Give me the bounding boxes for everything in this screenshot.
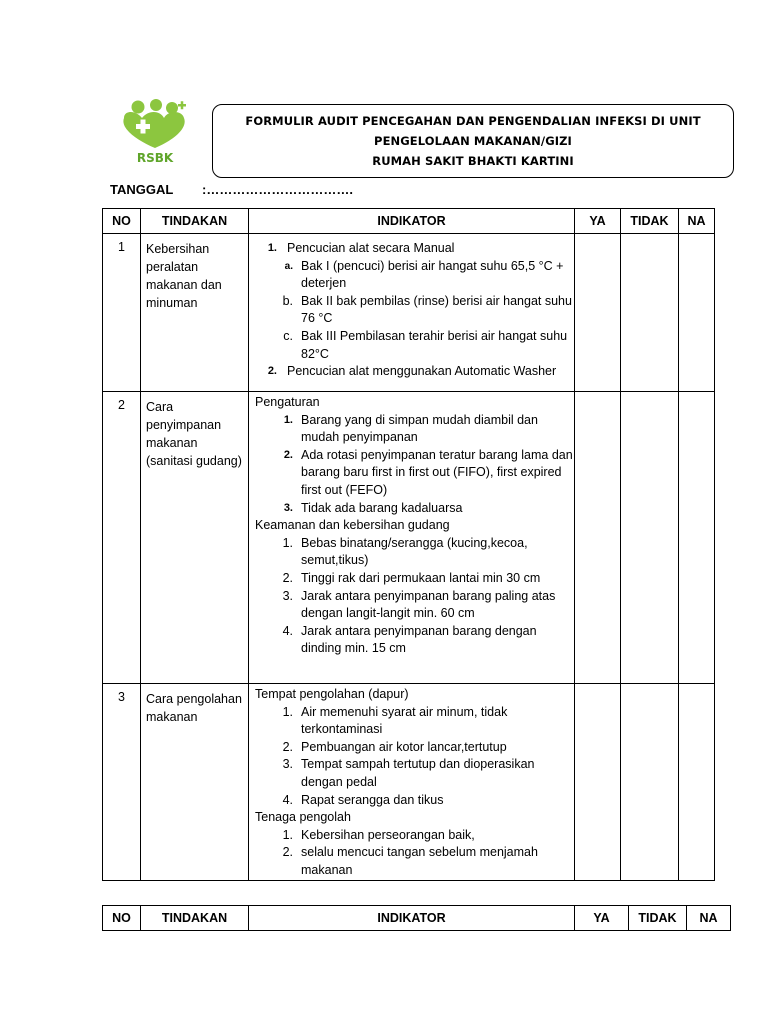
na-cell[interactable] — [679, 684, 715, 881]
col-header-indikator: INDIKATOR — [249, 209, 575, 234]
logo-text: RSBK — [136, 151, 174, 164]
indicator-subitem: c. Bak III Pembilasan terahir berisi air hangat suhu 82°C — [283, 328, 568, 361]
indicator-item: 2. Pencucian alat menggunakan Automatic Washer — [267, 364, 557, 379]
col-header-na: NA — [687, 906, 731, 931]
table-row — [103, 684, 715, 881]
ya-cell[interactable] — [575, 684, 621, 881]
indicator-item: 3. Tempat sampah tertutup dan dioperasikan dengan pedal — [282, 757, 535, 789]
tidak-cell[interactable] — [621, 392, 679, 684]
col-header-ya: YA — [575, 906, 629, 931]
indicator-item: 4. Rapat serangga dan tikus — [282, 792, 444, 807]
row-number: 2 — [103, 392, 141, 684]
indicator-item: 2. Tinggi rak dari permukaan lantai min 30 cm — [282, 570, 541, 585]
date-row — [110, 182, 353, 197]
row-indikator — [249, 392, 575, 684]
hospital-logo — [114, 96, 196, 164]
audit-table — [102, 208, 715, 881]
indicator-item: 3. Jarak antara penyimpanan barang paling atas dengan langit-langit min. 60 cm — [282, 588, 556, 621]
date-field[interactable]: :……………………………. — [202, 182, 353, 197]
table-header-row — [103, 906, 731, 931]
indicator-item: 1. Barang yang di simpan mudah diambil dan mudah penyimpanan — [283, 412, 538, 445]
date-label: TANGGAL — [110, 182, 174, 197]
col-header-no: NO — [103, 906, 141, 931]
form-title-box — [212, 104, 734, 178]
ya-cell[interactable] — [575, 234, 621, 392]
table-header-row — [103, 209, 715, 234]
na-cell[interactable] — [679, 392, 715, 684]
row-indikator — [249, 684, 575, 881]
col-header-tidak: TIDAK — [629, 906, 687, 931]
indicator-item: 2. Ada rotasi penyimpanan teratur barang lama dan barang baru first in first out (FIFO), first expired first out (FEFO) — [283, 447, 573, 497]
indicator-item: 1. Kebersihan perseorangan baik, — [282, 827, 475, 842]
indicator-item: 2. Pembuangan air kotor lancar,tertutup — [282, 739, 507, 754]
indicator-heading: Pengaturan — [255, 395, 320, 409]
table-row — [103, 392, 715, 684]
col-header-na: NA — [679, 209, 715, 234]
indicator-item: 1. Bebas binatang/serangga (kucing,kecoa, semut,tikus) — [282, 535, 528, 568]
col-header-tidak: TIDAK — [621, 209, 679, 234]
col-header-ya: YA — [575, 209, 621, 234]
tidak-cell[interactable] — [621, 234, 679, 392]
row-number: 3 — [103, 684, 141, 881]
form-title-line-3: RUMAH SAKIT BHAKTI KARTINI — [372, 154, 574, 168]
col-header-tindakan: TINDAKAN — [141, 209, 249, 234]
row-number: 1 — [103, 234, 141, 392]
indicator-heading: Keamanan dan kebersihan gudang — [255, 518, 450, 533]
rsbk-logo-icon — [114, 96, 196, 164]
indicator-heading: Tenaga pengolah — [255, 810, 351, 825]
table-row — [103, 234, 715, 392]
indicator-item: 1. Pencucian alat secara Manual — [267, 241, 455, 255]
row-tindakan: Cara penyimpanan makanan (sanitasi gudang) — [141, 392, 249, 684]
col-header-no: NO — [103, 209, 141, 234]
row-indikator — [249, 234, 575, 392]
indicator-subitem: a. Bak I (pencuci) berisi air hangat suhu 65,5 °C + deterjen — [284, 258, 564, 291]
form-title-line-2: PENGELOLAAN MAKANAN/GIZI — [374, 134, 572, 148]
indicator-item: 2. selalu mencuci tangan sebelum menjamah makanan — [282, 845, 538, 877]
indicator-subitem: b. Bak II bak pembilas (rinse) berisi air hangat suhu 76 °C — [282, 293, 572, 326]
form-title-line-1: FORMULIR AUDIT PENCEGAHAN DAN PENGENDALIAN INFEKSI DI UNIT — [245, 114, 701, 128]
indicator-item: 4. Jarak antara penyimpanan barang dengan dinding min. 15 cm — [282, 623, 537, 656]
indicator-item: 3. Tidak ada barang kadaluarsa — [283, 500, 463, 515]
indicator-item: 1. Air memenuhi syarat air minum, tidak terkontaminasi — [282, 704, 508, 737]
indicator-heading: Tempat pengolahan (dapur) — [255, 687, 409, 701]
audit-table-continued — [102, 905, 731, 931]
col-header-tindakan: TINDAKAN — [141, 906, 249, 931]
row-tindakan: Cara pengolahan makanan — [141, 684, 249, 881]
tidak-cell[interactable] — [621, 684, 679, 881]
row-tindakan: Kebersihan peralatan makanan dan minuman — [141, 234, 249, 392]
ya-cell[interactable] — [575, 392, 621, 684]
na-cell[interactable] — [679, 234, 715, 392]
col-header-indikator: INDIKATOR — [249, 906, 575, 931]
